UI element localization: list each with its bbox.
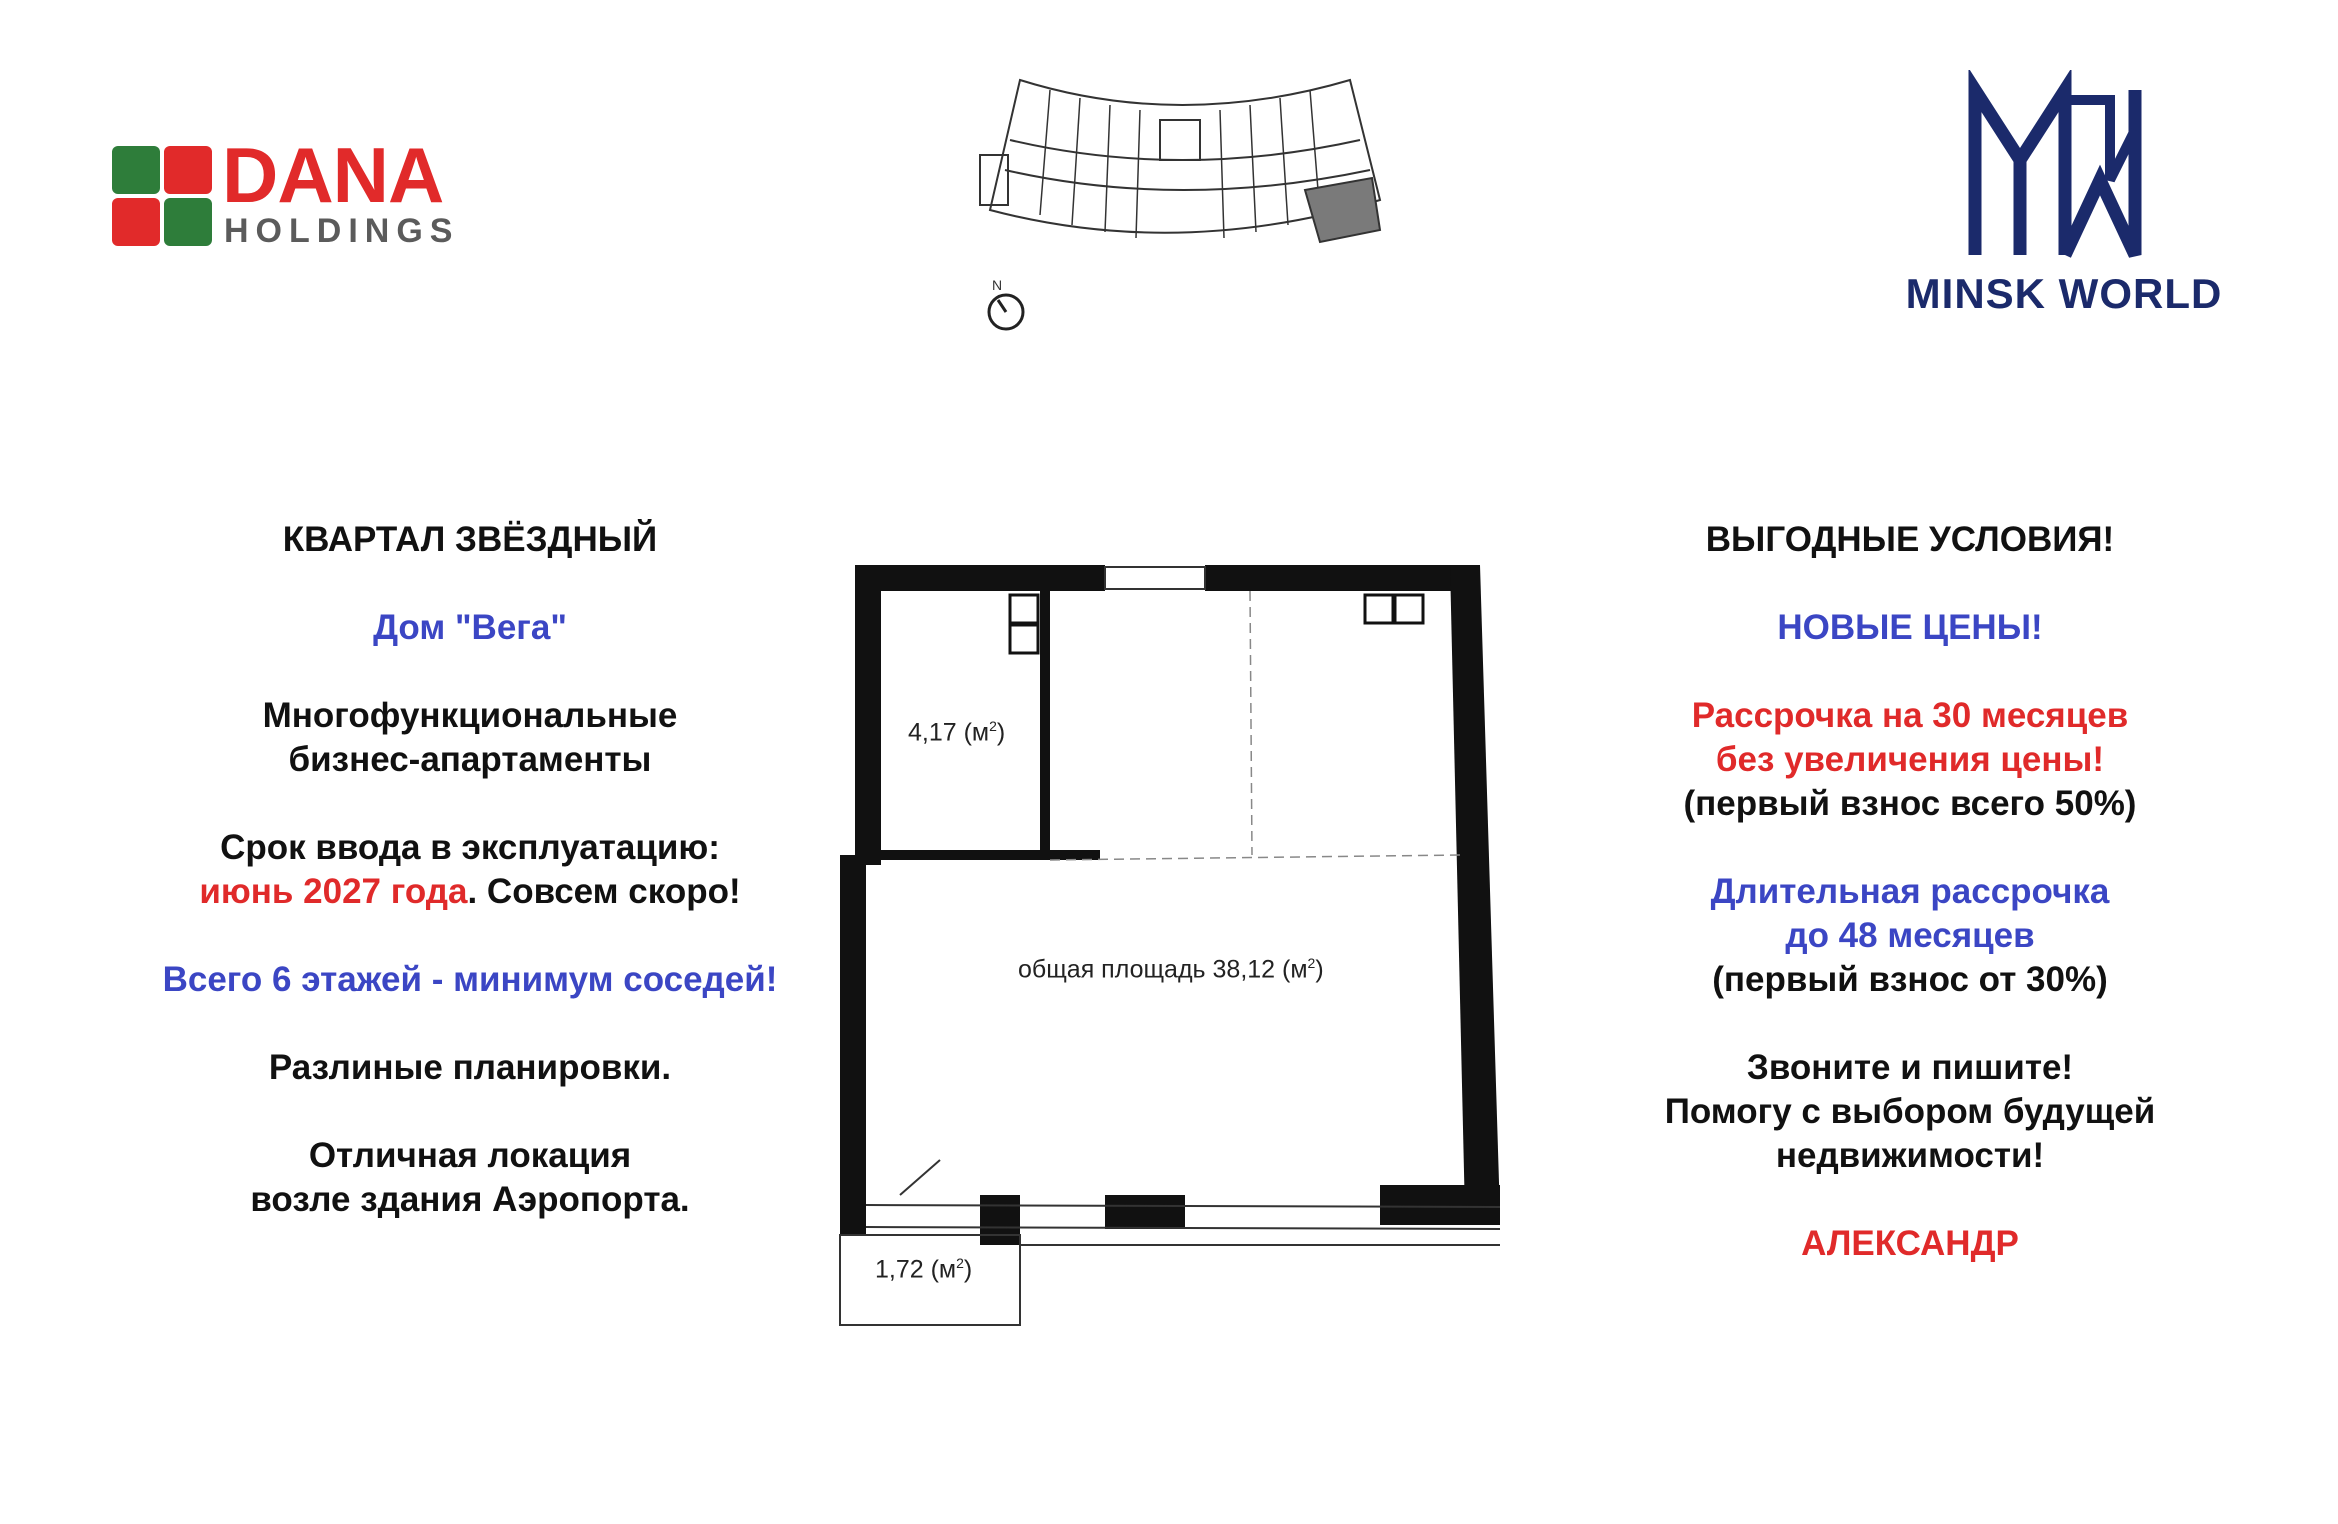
logo-square-green <box>112 146 160 194</box>
deadline-rest: . Совсем скоро! <box>467 872 741 911</box>
installment-line2: без увеличения цены! <box>1715 740 2105 779</box>
call-line2: Помогу с выбором будущей <box>1664 1092 2156 1131</box>
installment-note: (первый взнос всего 50%) <box>1683 784 2137 823</box>
installment-line1: Рассрочка на 30 месяцев <box>1691 696 2129 735</box>
logo-wordmark: DANA <box>222 131 444 219</box>
apartment-floorplan <box>820 555 1520 1335</box>
deadline-date: июнь 2027 года <box>199 872 468 911</box>
deadline-label: Срок ввода в эксплуатацию: <box>220 828 720 867</box>
long-installment-line2: до 48 месяцев <box>1785 916 2035 955</box>
property-type-line1: Многофункциональные <box>262 696 678 735</box>
long-installment-line1: Длительная рассрочка <box>1710 872 2110 911</box>
location-line1: Отличная локация <box>308 1136 632 1175</box>
compass-label: N <box>992 277 1003 293</box>
dana-holdings-logo <box>112 131 492 250</box>
minsk-world-logo <box>1880 70 2240 330</box>
mw-monogram-icon <box>1880 70 2240 270</box>
floors-info: Всего 6 этажей - минимум соседей! <box>162 960 778 999</box>
call-line1: Звоните и пишите! <box>1746 1048 2074 1087</box>
new-prices: НОВЫЕ ЦЕНЫ! <box>1777 608 2043 647</box>
deadline-line <box>130 870 810 914</box>
total-area-label: общая площадь 38,12 $(м^2)$ <box>1018 955 1324 984</box>
project-title: КВАРТАЛ ЗВЁЗДНЫЙ <box>282 520 658 559</box>
call-line3: недвижимости! <box>1775 1136 2045 1175</box>
layouts-info: Разлиные планировки. <box>268 1048 672 1087</box>
logo-square-red <box>164 146 212 194</box>
logo-subtitle: HOLDINGS <box>224 212 460 250</box>
building-site-plan <box>960 60 1400 350</box>
bathroom-area-label: 4,17 $(м^2)$ <box>908 718 1006 747</box>
balcony-area-label: 1,72 $(м^2)$ <box>875 1255 973 1284</box>
long-installment-note: (первый взнос от 30%) <box>1712 960 2108 999</box>
logo-wordmark: MINSK WORLD <box>1905 270 2223 317</box>
offer-title: ВЫГОДНЫЕ УСЛОВИЯ! <box>1705 520 2115 559</box>
house-name: Дом "Вега" <box>373 608 567 647</box>
agent-name: АЛЕКСАНДР <box>1801 1224 2019 1263</box>
floorplan-drawing <box>820 555 1520 1335</box>
offer-conditions-column <box>1560 518 2260 1266</box>
location-line2: возле здания Аэропорта. <box>250 1180 690 1219</box>
logo-square-red <box>112 198 160 246</box>
project-info-column <box>130 518 810 1222</box>
property-type-line2: бизнес-апартаменты <box>288 740 652 779</box>
logo-square-green <box>164 198 212 246</box>
